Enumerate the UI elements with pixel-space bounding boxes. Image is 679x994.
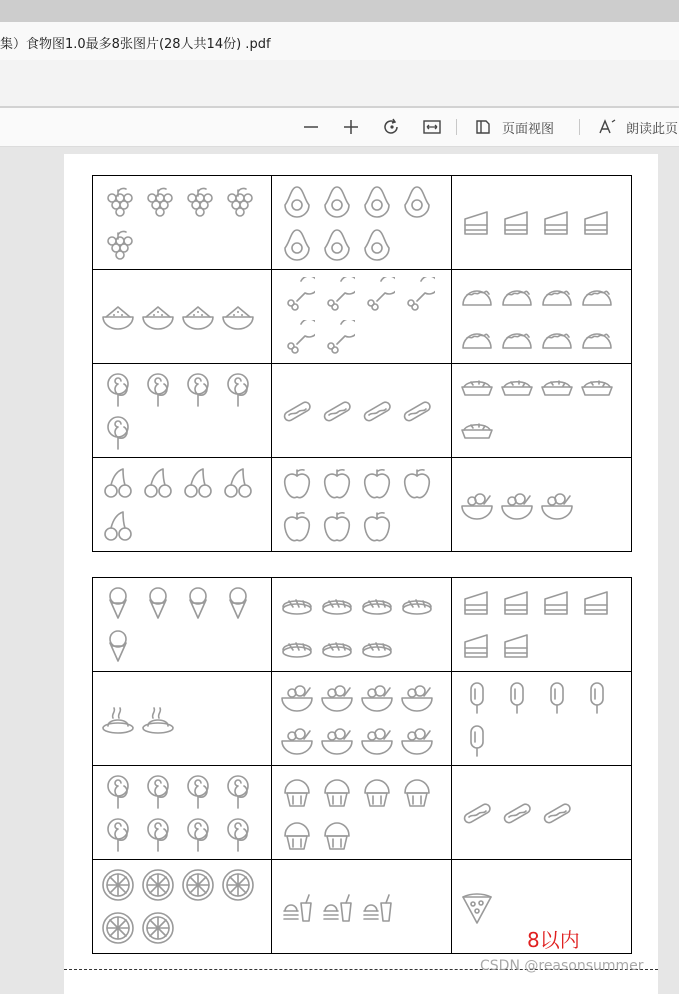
orange-slice-icon <box>138 865 178 905</box>
lollipop-icon <box>218 369 258 409</box>
icon-group <box>98 178 266 267</box>
cake-slice-icon <box>457 626 497 666</box>
lollipop-icon <box>98 369 138 409</box>
taco-icon <box>537 275 577 315</box>
icon-group <box>457 674 626 763</box>
hotdog-icon <box>497 793 537 833</box>
food-cell <box>93 672 272 766</box>
muffin-icon <box>277 814 317 854</box>
icon-group <box>277 768 446 857</box>
pie-icon <box>457 412 497 452</box>
hotdog-icon <box>277 391 317 431</box>
taco-icon <box>457 275 497 315</box>
lollipop-icon <box>218 814 258 854</box>
window-top-strip <box>0 0 679 22</box>
page-view-icon <box>474 118 492 136</box>
popsicle-icon <box>497 677 537 717</box>
hotdog-icon <box>317 391 357 431</box>
lollipop-icon <box>98 814 138 854</box>
apple-icon <box>357 506 397 546</box>
table-row <box>93 364 632 458</box>
cake-slice-icon <box>537 203 577 243</box>
cherries-icon <box>98 463 138 503</box>
read-aloud-button[interactable] <box>598 108 678 146</box>
food-cell <box>93 364 272 458</box>
fruit-bowl-icon <box>357 720 397 760</box>
pie-icon <box>457 369 497 409</box>
read-aloud-label: 朗读此页 <box>626 121 679 137</box>
pie-icon <box>577 369 617 409</box>
icon-group <box>277 272 446 361</box>
cake-slice-icon <box>577 583 617 623</box>
fruit-bowl-icon <box>497 485 537 525</box>
cherries-icon <box>178 463 218 503</box>
hotdog-icon <box>397 391 437 431</box>
icon-group <box>457 768 626 857</box>
fit-width-icon <box>422 117 442 137</box>
apple-icon <box>277 506 317 546</box>
page-view-label: 页面视图 <box>502 121 555 137</box>
taco-icon <box>497 318 537 358</box>
fruit-bowl-icon <box>357 677 397 717</box>
lollipop-icon <box>178 771 218 811</box>
fruit-bowl-icon <box>277 720 317 760</box>
icon-group <box>457 366 626 455</box>
muffin-icon <box>397 771 437 811</box>
sushi-icon <box>277 626 317 666</box>
title-bar <box>0 22 679 60</box>
food-cell <box>452 672 632 766</box>
sushi-icon <box>397 583 437 623</box>
hotdog-icon <box>357 391 397 431</box>
food-cell <box>452 458 632 552</box>
sushi-icon <box>277 583 317 623</box>
grapes-icon <box>218 181 258 221</box>
taco-icon <box>577 275 617 315</box>
icon-group <box>277 178 446 267</box>
lollipop-icon <box>218 771 258 811</box>
hotdog-icon <box>537 793 577 833</box>
food-cell <box>452 270 632 364</box>
food-cell <box>272 766 452 860</box>
icon-group <box>457 580 626 669</box>
icon-group <box>98 272 266 361</box>
ice-cream-icon <box>218 583 258 623</box>
plus-icon <box>342 118 360 136</box>
fruit-bowl-icon <box>317 720 357 760</box>
food-cell <box>93 578 272 672</box>
reader-toolbar <box>0 108 679 147</box>
sushi-icon <box>317 583 357 623</box>
icon-group <box>277 460 446 549</box>
icon-group <box>457 460 626 549</box>
watermelon-icon <box>178 297 218 337</box>
fit-width-button[interactable] <box>422 108 442 146</box>
popsicle-icon <box>457 677 497 717</box>
taco-icon <box>577 318 617 358</box>
avocado-icon <box>357 224 397 264</box>
fruit-bowl-icon <box>277 677 317 717</box>
read-aloud-icon <box>598 118 618 136</box>
fruit-bowl-icon <box>397 720 437 760</box>
lollipop-icon <box>138 369 178 409</box>
cake-slice-icon <box>537 583 577 623</box>
cake-slice-icon <box>497 626 537 666</box>
food-cell <box>93 860 272 954</box>
food-cell <box>272 458 452 552</box>
avocado-icon <box>277 224 317 264</box>
food-cell <box>272 860 452 954</box>
cherries-icon <box>138 463 178 503</box>
page-view-button[interactable] <box>474 108 554 146</box>
sushi-icon <box>317 626 357 666</box>
table-row <box>93 176 632 270</box>
fruit-bowl-icon <box>457 485 497 525</box>
ice-cream-icon <box>178 583 218 623</box>
grapes-icon <box>98 181 138 221</box>
table-row <box>93 672 632 766</box>
food-cell <box>272 176 452 270</box>
rotate-button[interactable] <box>382 108 402 146</box>
food-cell <box>272 270 452 364</box>
sushi-icon <box>357 626 397 666</box>
muffin-icon <box>317 771 357 811</box>
pizza-icon <box>457 887 497 927</box>
grapes-icon <box>98 224 138 264</box>
cake-slice-icon <box>497 583 537 623</box>
icon-group <box>98 460 266 549</box>
food-cell <box>93 270 272 364</box>
fast-food-icon <box>317 887 357 927</box>
table-row <box>93 766 632 860</box>
icon-group <box>277 366 446 455</box>
cake-slice-icon <box>497 203 537 243</box>
cherries-icon <box>98 506 138 546</box>
popsicle-icon <box>537 677 577 717</box>
food-cell <box>272 364 452 458</box>
icon-group <box>277 862 446 951</box>
watermark: CSDN @reasonsummer <box>480 958 644 974</box>
chicken-leg-icon <box>317 318 357 358</box>
pdf-page <box>64 154 658 994</box>
table-row <box>93 578 632 672</box>
avocado-icon <box>397 181 437 221</box>
cherries-icon <box>218 463 258 503</box>
zoom-out-button[interactable] <box>302 108 320 146</box>
watermelon-icon <box>98 297 138 337</box>
watermelon-icon <box>138 297 178 337</box>
food-cell <box>272 672 452 766</box>
apple-icon <box>277 463 317 503</box>
icon-group <box>457 178 626 267</box>
fruit-bowl-icon <box>537 485 577 525</box>
avocado-icon <box>357 181 397 221</box>
icon-group <box>98 580 266 669</box>
food-table-1 <box>92 175 632 552</box>
ice-cream-icon <box>98 583 138 623</box>
apple-icon <box>397 463 437 503</box>
icon-group <box>98 862 266 951</box>
food-cell <box>452 766 632 860</box>
toolbar-divider <box>579 119 580 135</box>
apple-icon <box>357 463 397 503</box>
fruit-bowl-icon <box>397 677 437 717</box>
orange-slice-icon <box>98 908 138 948</box>
icon-group <box>98 366 266 455</box>
orange-slice-icon <box>138 908 178 948</box>
muffin-icon <box>357 771 397 811</box>
chicken-leg-icon <box>277 275 317 315</box>
pie-icon <box>497 369 537 409</box>
popsicle-icon <box>457 720 497 760</box>
food-cell <box>93 176 272 270</box>
avocado-icon <box>317 224 357 264</box>
document-title: 集）食物图1.0最多8张图片(28人共14份) .pdf <box>0 37 271 52</box>
taco-icon <box>497 275 537 315</box>
popsicle-icon <box>577 677 617 717</box>
grapes-icon <box>178 181 218 221</box>
ribbon-area <box>0 60 679 108</box>
fast-food-icon <box>277 887 317 927</box>
food-cell <box>93 458 272 552</box>
food-cell <box>272 578 452 672</box>
ice-cream-icon <box>98 626 138 666</box>
chicken-leg-icon <box>357 275 397 315</box>
lollipop-icon <box>138 771 178 811</box>
cake-slice-icon <box>577 203 617 243</box>
chicken-leg-icon <box>277 318 317 358</box>
food-cell <box>452 176 632 270</box>
taco-icon <box>457 318 497 358</box>
apple-icon <box>317 463 357 503</box>
count-annotation: 8以内 <box>527 928 580 952</box>
hotdog-icon <box>457 793 497 833</box>
cake-slice-icon <box>457 203 497 243</box>
watermelon-icon <box>218 297 258 337</box>
rotate-icon <box>382 117 402 137</box>
orange-slice-icon <box>178 865 218 905</box>
table-row <box>93 458 632 552</box>
lollipop-icon <box>138 814 178 854</box>
avocado-icon <box>317 181 357 221</box>
muffin-icon <box>277 771 317 811</box>
food-cell <box>452 364 632 458</box>
grapes-icon <box>138 181 178 221</box>
icon-group <box>98 768 266 857</box>
food-table-2 <box>92 577 632 954</box>
noodles-icon <box>98 699 138 739</box>
chicken-leg-icon <box>397 275 437 315</box>
minus-icon <box>302 118 320 136</box>
pie-icon <box>537 369 577 409</box>
zoom-in-button[interactable] <box>342 108 360 146</box>
icon-group <box>98 674 266 763</box>
lollipop-icon <box>178 369 218 409</box>
taco-icon <box>537 318 577 358</box>
food-cell <box>452 578 632 672</box>
icon-group <box>277 580 446 669</box>
orange-slice-icon <box>218 865 258 905</box>
avocado-icon <box>277 181 317 221</box>
apple-icon <box>317 506 357 546</box>
lollipop-icon <box>98 412 138 452</box>
ice-cream-icon <box>138 583 178 623</box>
food-cell <box>93 766 272 860</box>
orange-slice-icon <box>98 865 138 905</box>
toolbar-divider <box>456 119 457 135</box>
fast-food-icon <box>357 887 397 927</box>
noodles-icon <box>138 699 178 739</box>
icon-group <box>277 674 446 763</box>
fruit-bowl-icon <box>317 677 357 717</box>
chicken-leg-icon <box>317 275 357 315</box>
table-row <box>93 270 632 364</box>
muffin-icon <box>317 814 357 854</box>
lollipop-icon <box>98 771 138 811</box>
icon-group <box>457 272 626 361</box>
sushi-icon <box>357 583 397 623</box>
lollipop-icon <box>178 814 218 854</box>
cake-slice-icon <box>457 583 497 623</box>
